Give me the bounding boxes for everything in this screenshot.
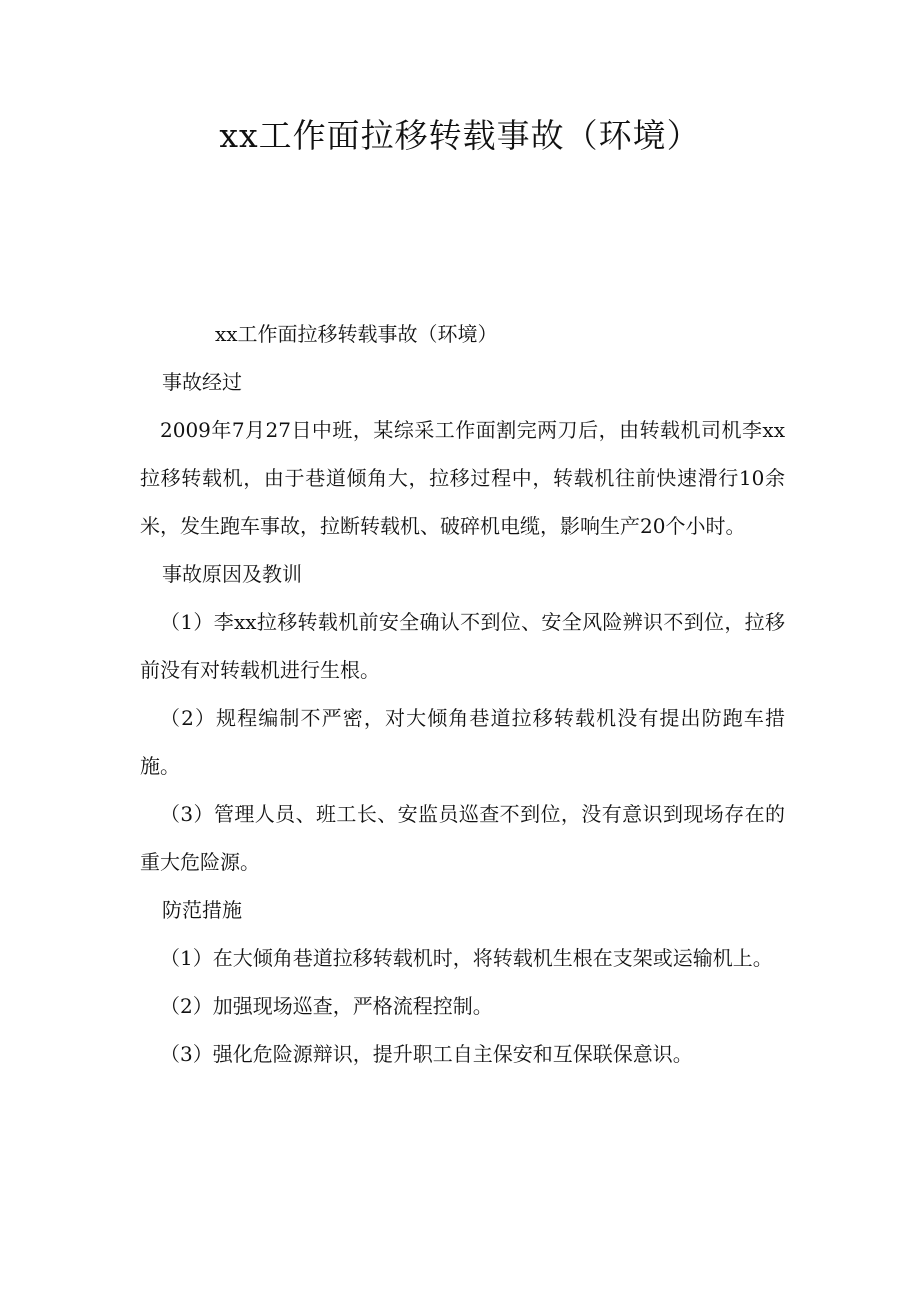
document-subtitle: xx工作面拉移转载事故（环境） <box>215 322 498 346</box>
accident-paragraph: 2009年7月27日中班，某综采工作面割完两刀后，由转载机司机李xx拉移转载机，由于巷道倾角大，拉移过程中，转载机往前快速滑行10余米，发生跑车事故，拉断转载机、破碎机电缆，影响生产20个小时。 <box>140 418 785 538</box>
section-heading-accident: 事故经过 <box>162 370 242 394</box>
measure-item-1: （1）在大倾角巷道拉移转载机时，将转载机生根在支架或运输机上。 <box>160 946 773 970</box>
measure-item-3: （3）强化危险源辩识，提升职工自主保安和互保联保意识。 <box>160 1042 693 1066</box>
document-body <box>140 310 785 1078</box>
measure-item-2: （2）加强现场巡查，严格流程控制。 <box>160 994 493 1018</box>
cause-item-1: （1）李xx拉移转载机前安全确认不到位、安全风险辨识不到位，拉移前没有对转载机进行生根。 <box>140 610 785 682</box>
section-heading-measures: 防范措施 <box>162 898 242 922</box>
cause-item-3: （3）管理人员、班工长、安监员巡查不到位，没有意识到现场存在的重大危险源。 <box>140 802 785 874</box>
section-heading-causes: 事故原因及教训 <box>162 562 302 586</box>
document-title: xx工作面拉移转载事故（环境） <box>219 116 701 155</box>
cause-item-2: （2）规程编制不严密，对大倾角巷道拉移转载机没有提出防跑车措施。 <box>140 706 785 778</box>
